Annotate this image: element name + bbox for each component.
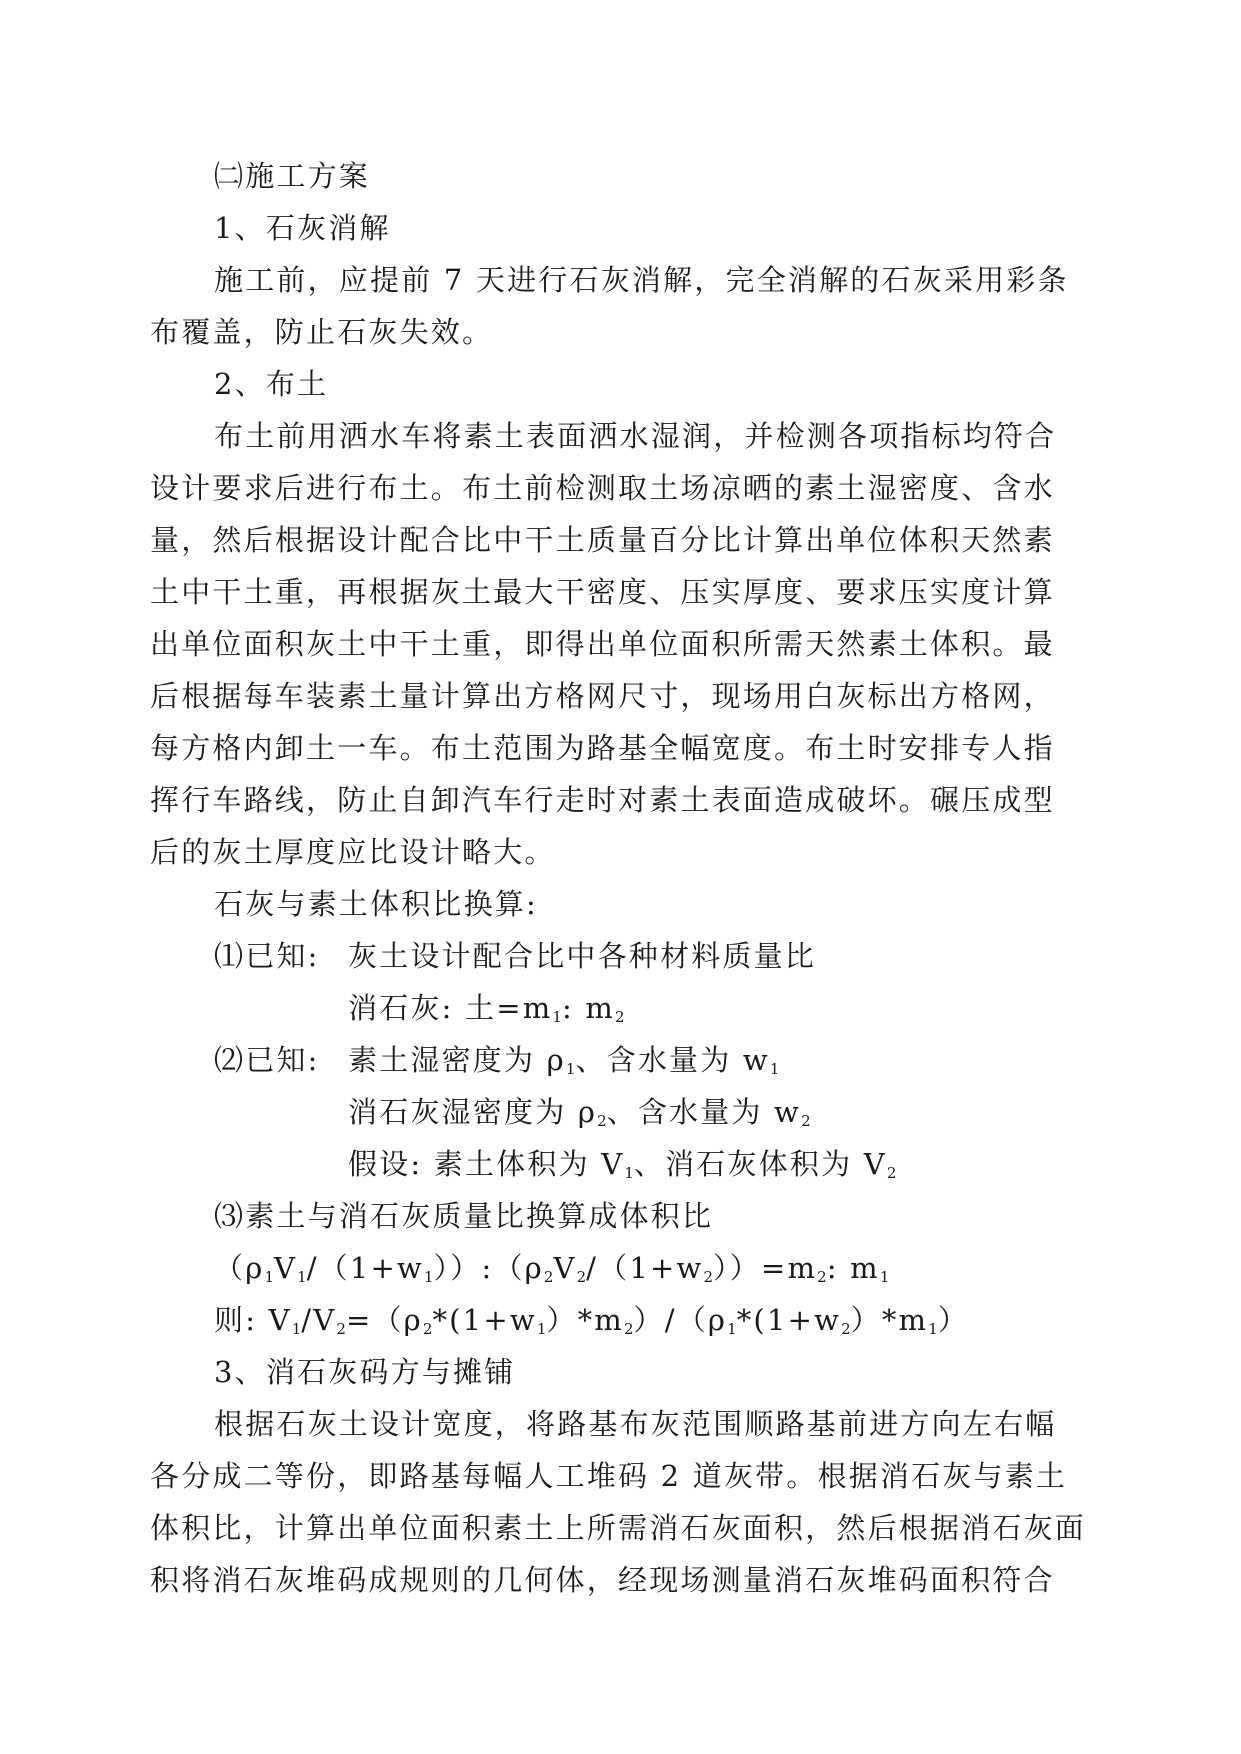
subsection-title-3: 3、消石灰码方与摊铺 bbox=[214, 1355, 516, 1389]
known-2-line-1: 素土湿密度为 $\rho_1$、含水量为 $w_1$ bbox=[348, 1043, 780, 1078]
known-1-ratio: 消石灰: 土$=m_1$: $m_2$ bbox=[348, 991, 625, 1026]
paragraph-line: 量，然后根据设计配合比中干土质量百分比计算出单位体积天然素 bbox=[150, 523, 1055, 557]
paragraph-line: 积将消石灰堆码成规则的几何体，经现场测量消石灰堆码面积符合 bbox=[150, 1563, 1055, 1597]
paragraph-line: 施工前，应提前 7 天进行石灰消解，完全消解的石灰采用彩条 bbox=[214, 263, 1069, 297]
known-2-line-2: 消石灰湿密度为 $\rho_2$、含水量为 $w_2$ bbox=[348, 1095, 811, 1130]
paragraph-line: 各分成二等份，即路基每幅人工堆码 2 道灰带。根据消石灰与素土 bbox=[150, 1459, 1068, 1493]
formula-2: 则: $V_1/V_2=(\rho_2*(1+w_1)*m_2)/(\rho_1*(1+w_2)*m_1)$ bbox=[214, 1303, 970, 1338]
paragraph-line: 布覆盖，防止石灰失效。 bbox=[150, 315, 494, 349]
step-3-title: ⑶素土与消石灰质量比换算成体积比 bbox=[214, 1199, 714, 1233]
paragraph-line: 后根据每车装素土量计算出方格网尺寸，现场用白灰标出方格网， bbox=[150, 679, 1055, 713]
calc-title: 石灰与素土体积比换算: bbox=[214, 887, 538, 921]
paragraph-line: 每方格内卸土一车。布土范围为路基全幅宽度。布土时安排专人指 bbox=[150, 731, 1055, 765]
section-heading: ㈡施工方案 bbox=[214, 159, 371, 193]
paragraph-line: 出单位面积灰土中干土重，即得出单位面积所需天然素土体积。最 bbox=[150, 627, 1055, 661]
paragraph-line: 土中干土重，再根据灰土最大干密度、压实厚度、要求压实度计算 bbox=[150, 575, 1055, 609]
subsection-title-1: 1、石灰消解 bbox=[214, 211, 391, 245]
paragraph-line: 根据石灰土设计宽度，将路基布灰范围顺路基前进方向左右幅 bbox=[214, 1407, 1057, 1441]
paragraph-line: 挥行车路线，防止自卸汽车行走时对素土表面造成破坏。碾压成型 bbox=[150, 783, 1055, 817]
paragraph-line: 布土前用洒水车将素土表面洒水湿润，并检测各项指标均符合 bbox=[214, 419, 1057, 453]
paragraph-line: 后的灰土厚度应比设计略大。 bbox=[150, 835, 556, 869]
paragraph-line: 设计要求后进行布土。布土前检测取土场凉晒的素土湿密度、含水 bbox=[150, 471, 1055, 505]
known-2-label: ⑵已知: bbox=[214, 1043, 320, 1077]
known-1-text: 灰土设计配合比中各种材料质量比 bbox=[348, 939, 817, 973]
known-2-line-3: 假设: 素土体积为 $V_1$、消石灰体积为 $V_2$ bbox=[348, 1147, 897, 1182]
formula-1: $(\rho_1V_1/(1+w_1)):(\rho_2V_2/(1+w_2))=m_2$: $m_1$ bbox=[214, 1251, 890, 1286]
paragraph-line: 体积比，计算出单位面积素土上所需消石灰面积，然后根据消石灰面 bbox=[150, 1511, 1087, 1545]
known-1-label: ⑴已知: bbox=[214, 939, 320, 973]
subsection-title-2: 2、布土 bbox=[214, 367, 329, 401]
